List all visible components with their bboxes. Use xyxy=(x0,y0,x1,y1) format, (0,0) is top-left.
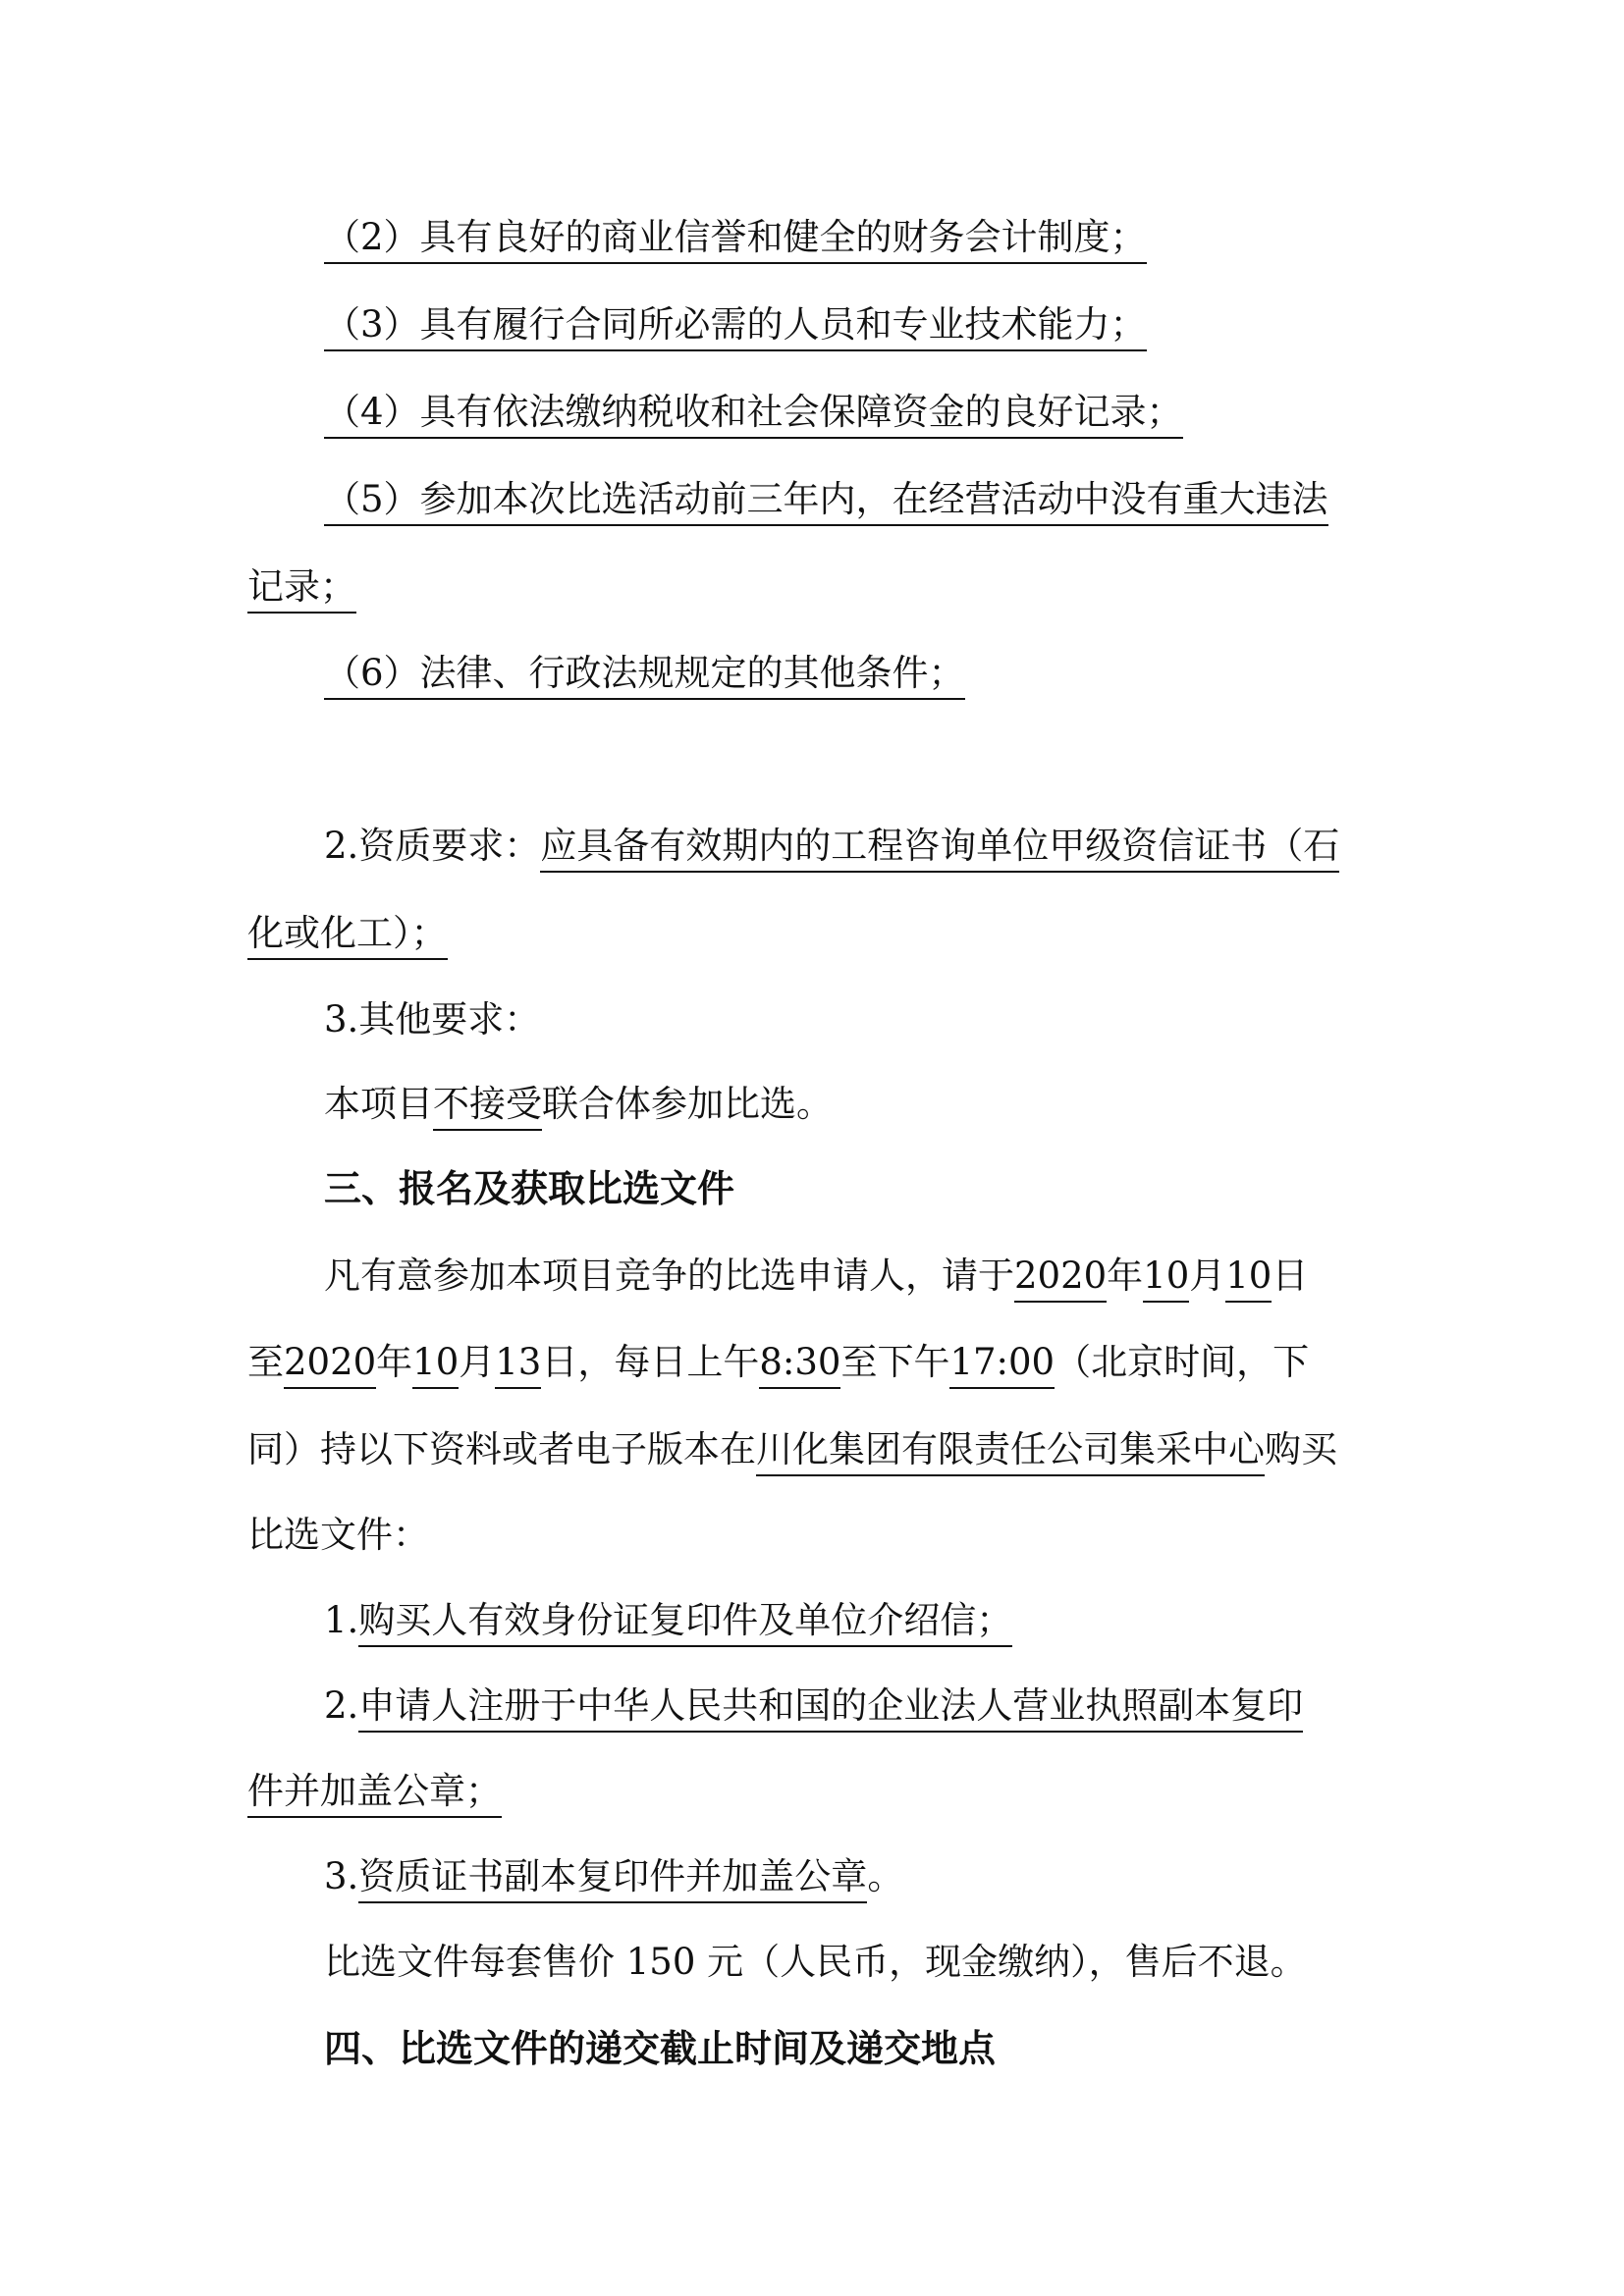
purchase-location: 川化集团有限责任公司集采中心 xyxy=(756,1427,1265,1476)
section-4-heading: 四、比选文件的递交截止时间及递交地点 xyxy=(324,2026,997,2070)
start-month: 10 xyxy=(1143,1254,1189,1303)
qualification-requirement-label: 2.资质要求： xyxy=(324,825,541,867)
section-3-paragraph-line1: 凡有意参加本项目竞争的比选申请人，请于2020年10月10日 xyxy=(324,1252,1308,1301)
qualification-item-6: （6）法律、行政法规规定的其他条件； xyxy=(324,649,965,698)
qualification-item-3: （3）具有履行合同所必需的人员和专业技术能力； xyxy=(324,300,1147,349)
qualification-requirement-line1 xyxy=(324,822,1339,871)
start-day: 10 xyxy=(1225,1254,1272,1303)
not-accepted-highlight: 不接受 xyxy=(433,1082,542,1131)
qualification-item-4: （4）具有依法缴纳税收和社会保障资金的良好记录； xyxy=(324,388,1183,437)
requirement-1: 1.购买人有效身份证复印件及单位介绍信； xyxy=(324,1596,1012,1645)
section-3-heading: 三、报名及获取比选文件 xyxy=(324,1166,735,1210)
document-price: 比选文件每套售价 150 元（人民币，现金缴纳），售后不退。 xyxy=(324,1941,1307,1983)
qualification-item-5-line2: 记录； xyxy=(247,562,356,612)
pm-time: 17:00 xyxy=(949,1340,1055,1389)
section-3-paragraph-line3: 同）持以下资料或者电子版本在川化集团有限责任公司集采中心购买 xyxy=(247,1425,1337,1474)
other-requirement-label: 3.其他要求： xyxy=(324,998,541,1041)
section-3-paragraph-line2: 至2020年10月13日，每日上午8:30至下午17:00（北京时间，下 xyxy=(247,1338,1309,1387)
start-year: 2020 xyxy=(1014,1254,1107,1303)
other-requirement-text: 本项目不接受联合体参加比选。 xyxy=(324,1080,833,1129)
qualification-item-5-line1: （5）参加本次比选活动前三年内，在经营活动中没有重大违法 xyxy=(324,475,1328,524)
section-3-paragraph-line4: 比选文件： xyxy=(247,1514,429,1556)
requirement-2-line2: 件并加盖公章； xyxy=(247,1767,502,1816)
requirement-3: 3.资质证书副本复印件并加盖公章。 xyxy=(324,1852,903,1901)
qualification-requirement-line2: 化或化工）； xyxy=(247,909,448,958)
requirement-2-line1: 2.申请人注册于中华人民共和国的企业法人营业执照副本复印 xyxy=(324,1682,1303,1731)
am-time: 8:30 xyxy=(759,1340,840,1389)
end-month: 10 xyxy=(412,1340,459,1389)
qualification-item-2: （2）具有良好的商业信誉和健全的财务会计制度； xyxy=(324,213,1147,262)
end-year: 2020 xyxy=(284,1340,376,1389)
qualification-requirement-text: 应具备有效期内的工程咨询单位甲级资信证书（石 xyxy=(540,824,1339,873)
end-day: 13 xyxy=(495,1340,541,1389)
